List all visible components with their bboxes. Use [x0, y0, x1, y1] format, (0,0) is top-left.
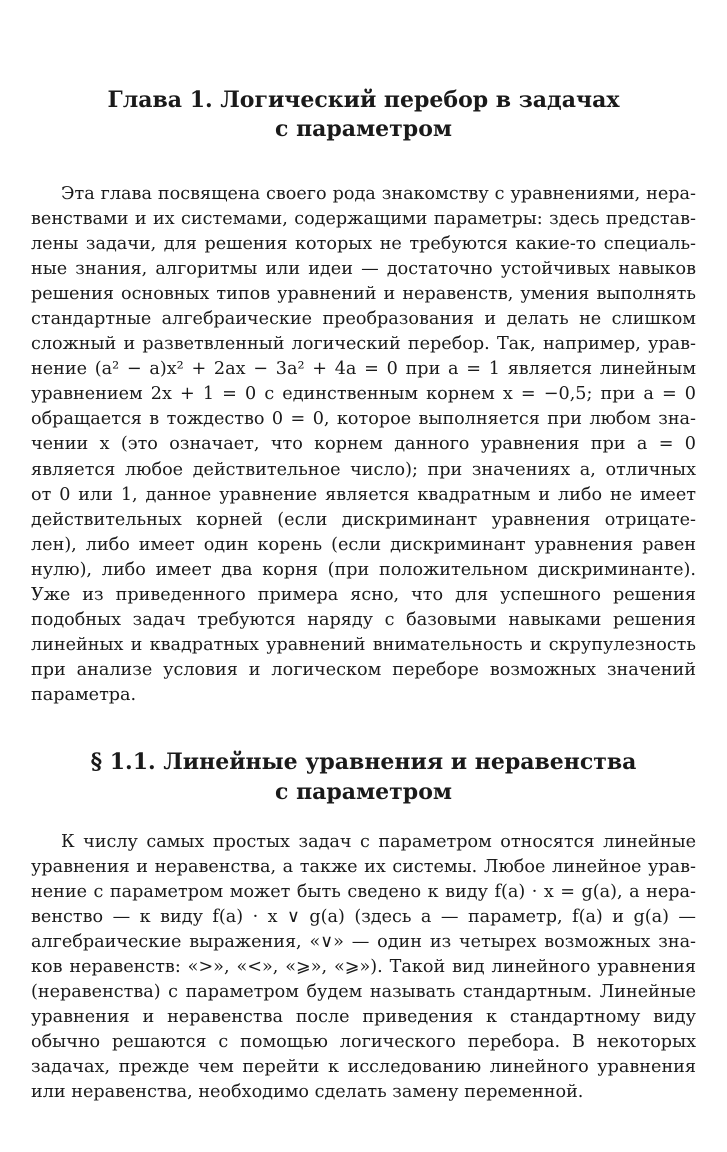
paragraph-line: Эта глава посвящена своего рода знакомству с уравнениями, нера- [61, 184, 696, 204]
paragraph-line: решения основных типов уравнений и неравенств, умения выполнять [31, 284, 696, 305]
section-title [31, 747, 696, 807]
chapter-title [31, 86, 696, 144]
paragraph-line: обращается в тождество 0 = 0, которое выполняется при любом зна- [31, 409, 696, 430]
paragraph-line: или неравенства, необходимо сделать замену переменной. [31, 1082, 584, 1103]
paragraph-line: нение (a² − a)x² + 2ax − 3a² + 4a = 0 при a = 1 является линейным [31, 359, 696, 380]
paragraph-line: венство — к виду f(a) · x ∨ g(a) (здесь a — параметр, f(a) и g(a) — [31, 907, 696, 928]
paragraph-line: нулю), либо имеет два корня (при положительном дискриминанте). [31, 559, 696, 580]
paragraph-line: лены задачи, для решения которых не требуются какие-то специаль- [31, 234, 696, 255]
chapter-title-line-2: с параметром [275, 116, 452, 142]
paragraph-line: параметра. [31, 684, 137, 705]
paragraph-line: нение с параметром может быть сведено к виду f(a) · x = g(a), а нера- [31, 882, 696, 903]
paragraph-line: сложный и разветвленный логический перебор. Так, например, урав- [31, 334, 696, 355]
paragraph-line: при анализе условия и логическом переборе возможных значений [31, 659, 696, 680]
paragraph-line: уравнения и неравенства, а также их системы. Любое линейное урав- [31, 857, 696, 878]
paragraph-line: венствами и их системами, содержащими параметры: здесь представ- [31, 209, 696, 230]
paragraph-line: от 0 или 1, данное уравнение является квадратным и либо не имеет [31, 484, 696, 505]
paragraph-line: обычно решаются с помощью логического перебора. В некоторых [31, 1032, 696, 1053]
paragraph-line: задачах, прежде чем перейти к исследованию линейного уравнения [31, 1057, 696, 1078]
paragraph-line: действительных корней (если дискриминант уравнения отрицате- [31, 509, 696, 530]
paragraph-line: ные знания, алгоритмы или идеи — достаточно устойчивых навыков [31, 259, 696, 280]
paragraph-line: ков неравенств: «>», «<», «⩾», «⩾»). Такой вид линейного уравнения [31, 957, 696, 978]
intro-paragraph [31, 182, 696, 708]
section-title-line-1: § 1.1. Линейные уравнения и неравенства [90, 749, 637, 775]
chapter-title-line-1: Глава 1. Логический перебор в задачах [107, 87, 620, 113]
section-paragraph [31, 830, 696, 1106]
paragraph-line: линейных и квадратных уравнений внимательность и скрупулезность [31, 634, 696, 655]
paragraph-line: лен), либо имеет один корень (если дискриминант уравнения равен [31, 534, 696, 555]
paragraph-line: Уже из приведенного примера ясно, что для успешного решения [31, 584, 696, 605]
paragraph-line: уравнением 2x + 1 = 0 с единственным корнем x = −0,5; при a = 0 [31, 384, 696, 405]
paragraph-line: К числу самых простых задач с параметром относятся линейные [61, 832, 696, 852]
paragraph-line: стандартные алгебраические преобразования и делать не слишком [31, 309, 696, 330]
paragraph-line: алгебраические выражения, «∨» — один из четырех возможных зна- [31, 932, 696, 953]
paragraph-line: (неравенства) с параметром будем называть стандартным. Линейные [31, 982, 696, 1003]
paragraph-line: подобных задач требуются наряду с базовыми навыками решения [31, 609, 696, 630]
paragraph-line: уравнения и неравенства после приведения к стандартному виду [31, 1007, 696, 1028]
paragraph-line: является любое действительное число); при значениях a, отличных [31, 459, 696, 480]
section-title-line-2: с параметром [275, 779, 452, 805]
paragraph-line: чении x (это означает, что корнем данного уравнения при a = 0 [31, 434, 696, 455]
